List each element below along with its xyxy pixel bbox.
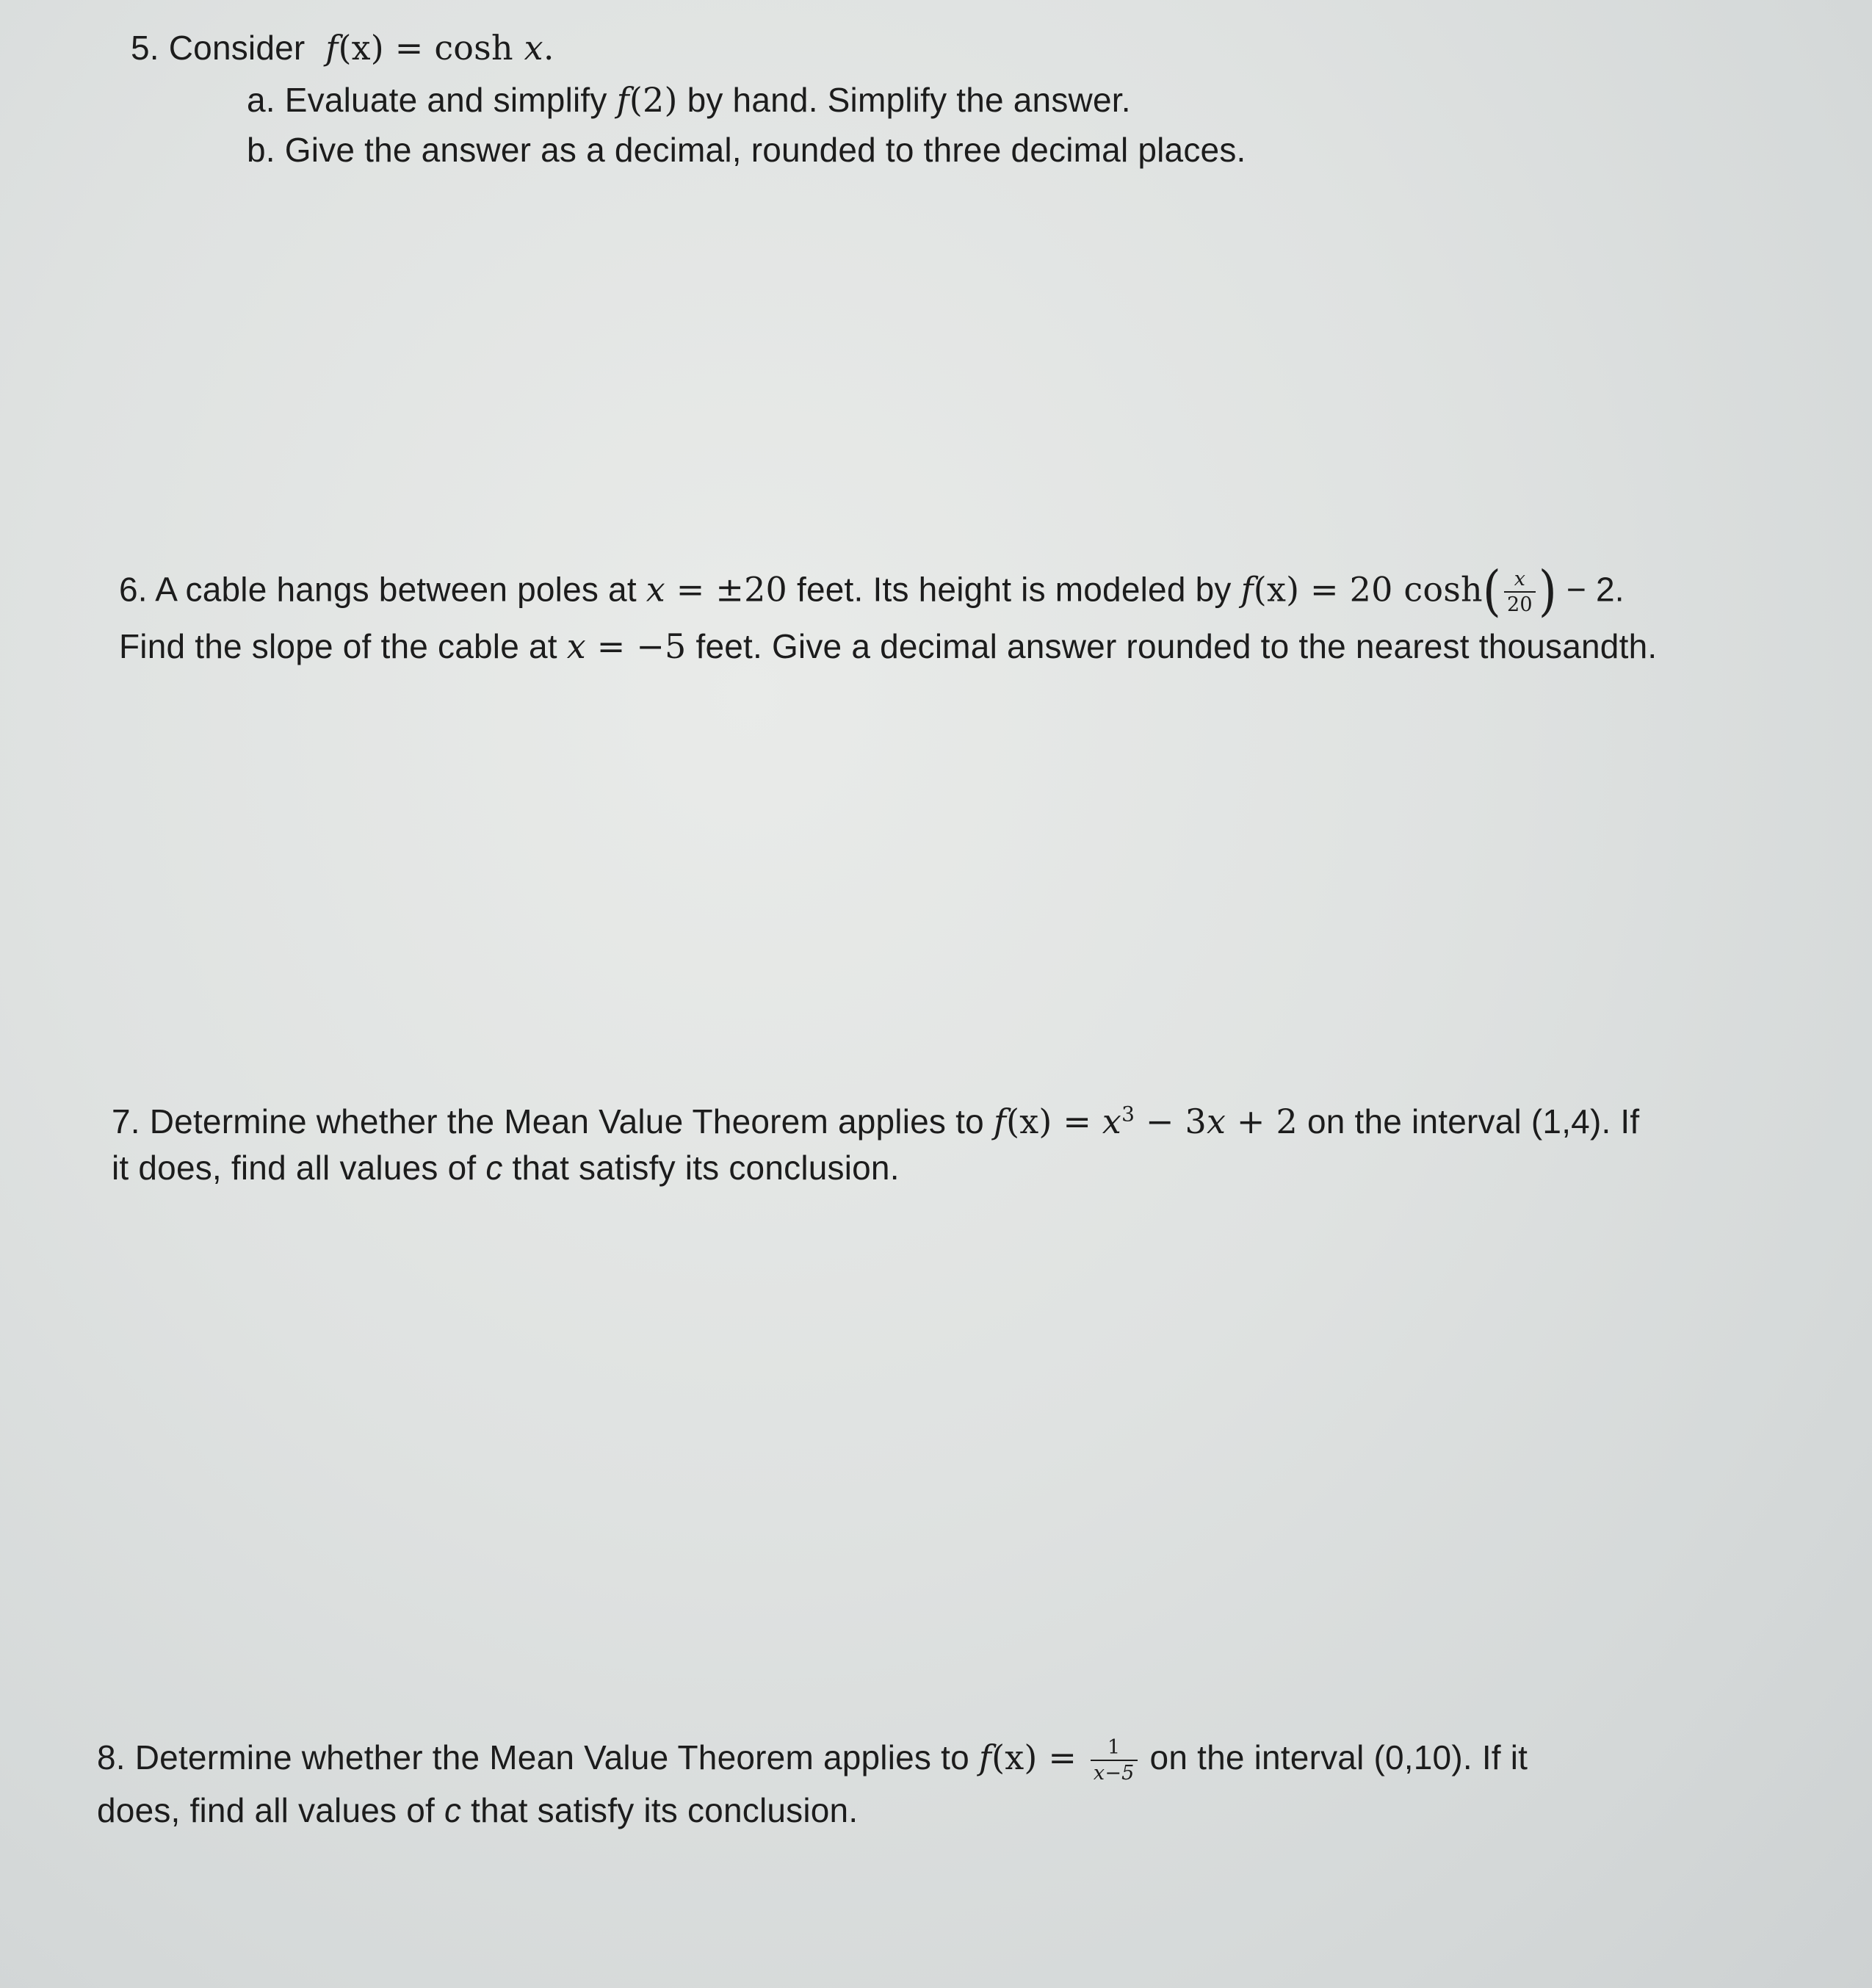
- problem-7-line-2: it does, find all values of c that satisfy its conclusion.: [112, 1148, 900, 1187]
- problem-6-function: f(x) = 20 cosh: [1240, 569, 1483, 610]
- problem-8-number: 8.: [97, 1738, 126, 1776]
- problem-7-function: $f(x) = x^3 - 3x + 2$: [993, 1102, 1298, 1141]
- problem-5-function: f(x) = cosh x.: [325, 28, 554, 68]
- problem-7-number: 7.: [112, 1102, 140, 1141]
- problem-5-statement: [131, 24, 1246, 73]
- part-b-label: b.: [247, 131, 275, 170]
- problem-6-line-2: Find the slope of the cable at x = −5 feet. Give a decimal answer rounded to the nearest thousandth.: [119, 626, 1658, 666]
- part-a-label: a.: [247, 80, 275, 119]
- problem-5-part-a: a. Evaluate and simplify f(2) by hand. Simplify the answer.: [247, 79, 1131, 120]
- problem-5-number: 5.: [131, 29, 159, 67]
- problem-5-part-b: b. Give the answer as a decimal, rounded to three decimal places.: [247, 131, 1246, 170]
- problem-5-intro: Consider: [168, 29, 306, 67]
- problem-6-line-1: 6. A cable hangs between poles at x = ±20 feet. Its height is modeled by f(x) = 20 cosh( $\frac{x}{20}$ ) − 2.: [119, 560, 1625, 623]
- problem-6-number: 6.: [119, 570, 148, 609]
- problem-7-line-1: 7. Determine whether the Mean Value Theorem applies to $f(x) = x^3 - 3x + 2$ on the interval (1,4). If: [112, 1102, 1640, 1141]
- problem-6: [119, 558, 1657, 671]
- problem-8-line-1: 8. Determine whether the Mean Value Theorem applies to f(x) = $\frac{1}{x-5}$ on the interval (0,10). If it: [97, 1735, 1528, 1785]
- problem-8-line-2: does, find all values of c that satisfy its conclusion.: [97, 1790, 859, 1829]
- problem-8-function: f(x) =: [978, 1738, 1088, 1777]
- problem-6-fraction: $\frac{x}{20}$: [1504, 569, 1536, 615]
- problem-8-fraction: $\frac{1}{x-5}$: [1091, 1738, 1138, 1783]
- problem-8: [97, 1733, 1528, 1835]
- problem-7: [112, 1097, 1639, 1192]
- problem-5: [131, 24, 1246, 175]
